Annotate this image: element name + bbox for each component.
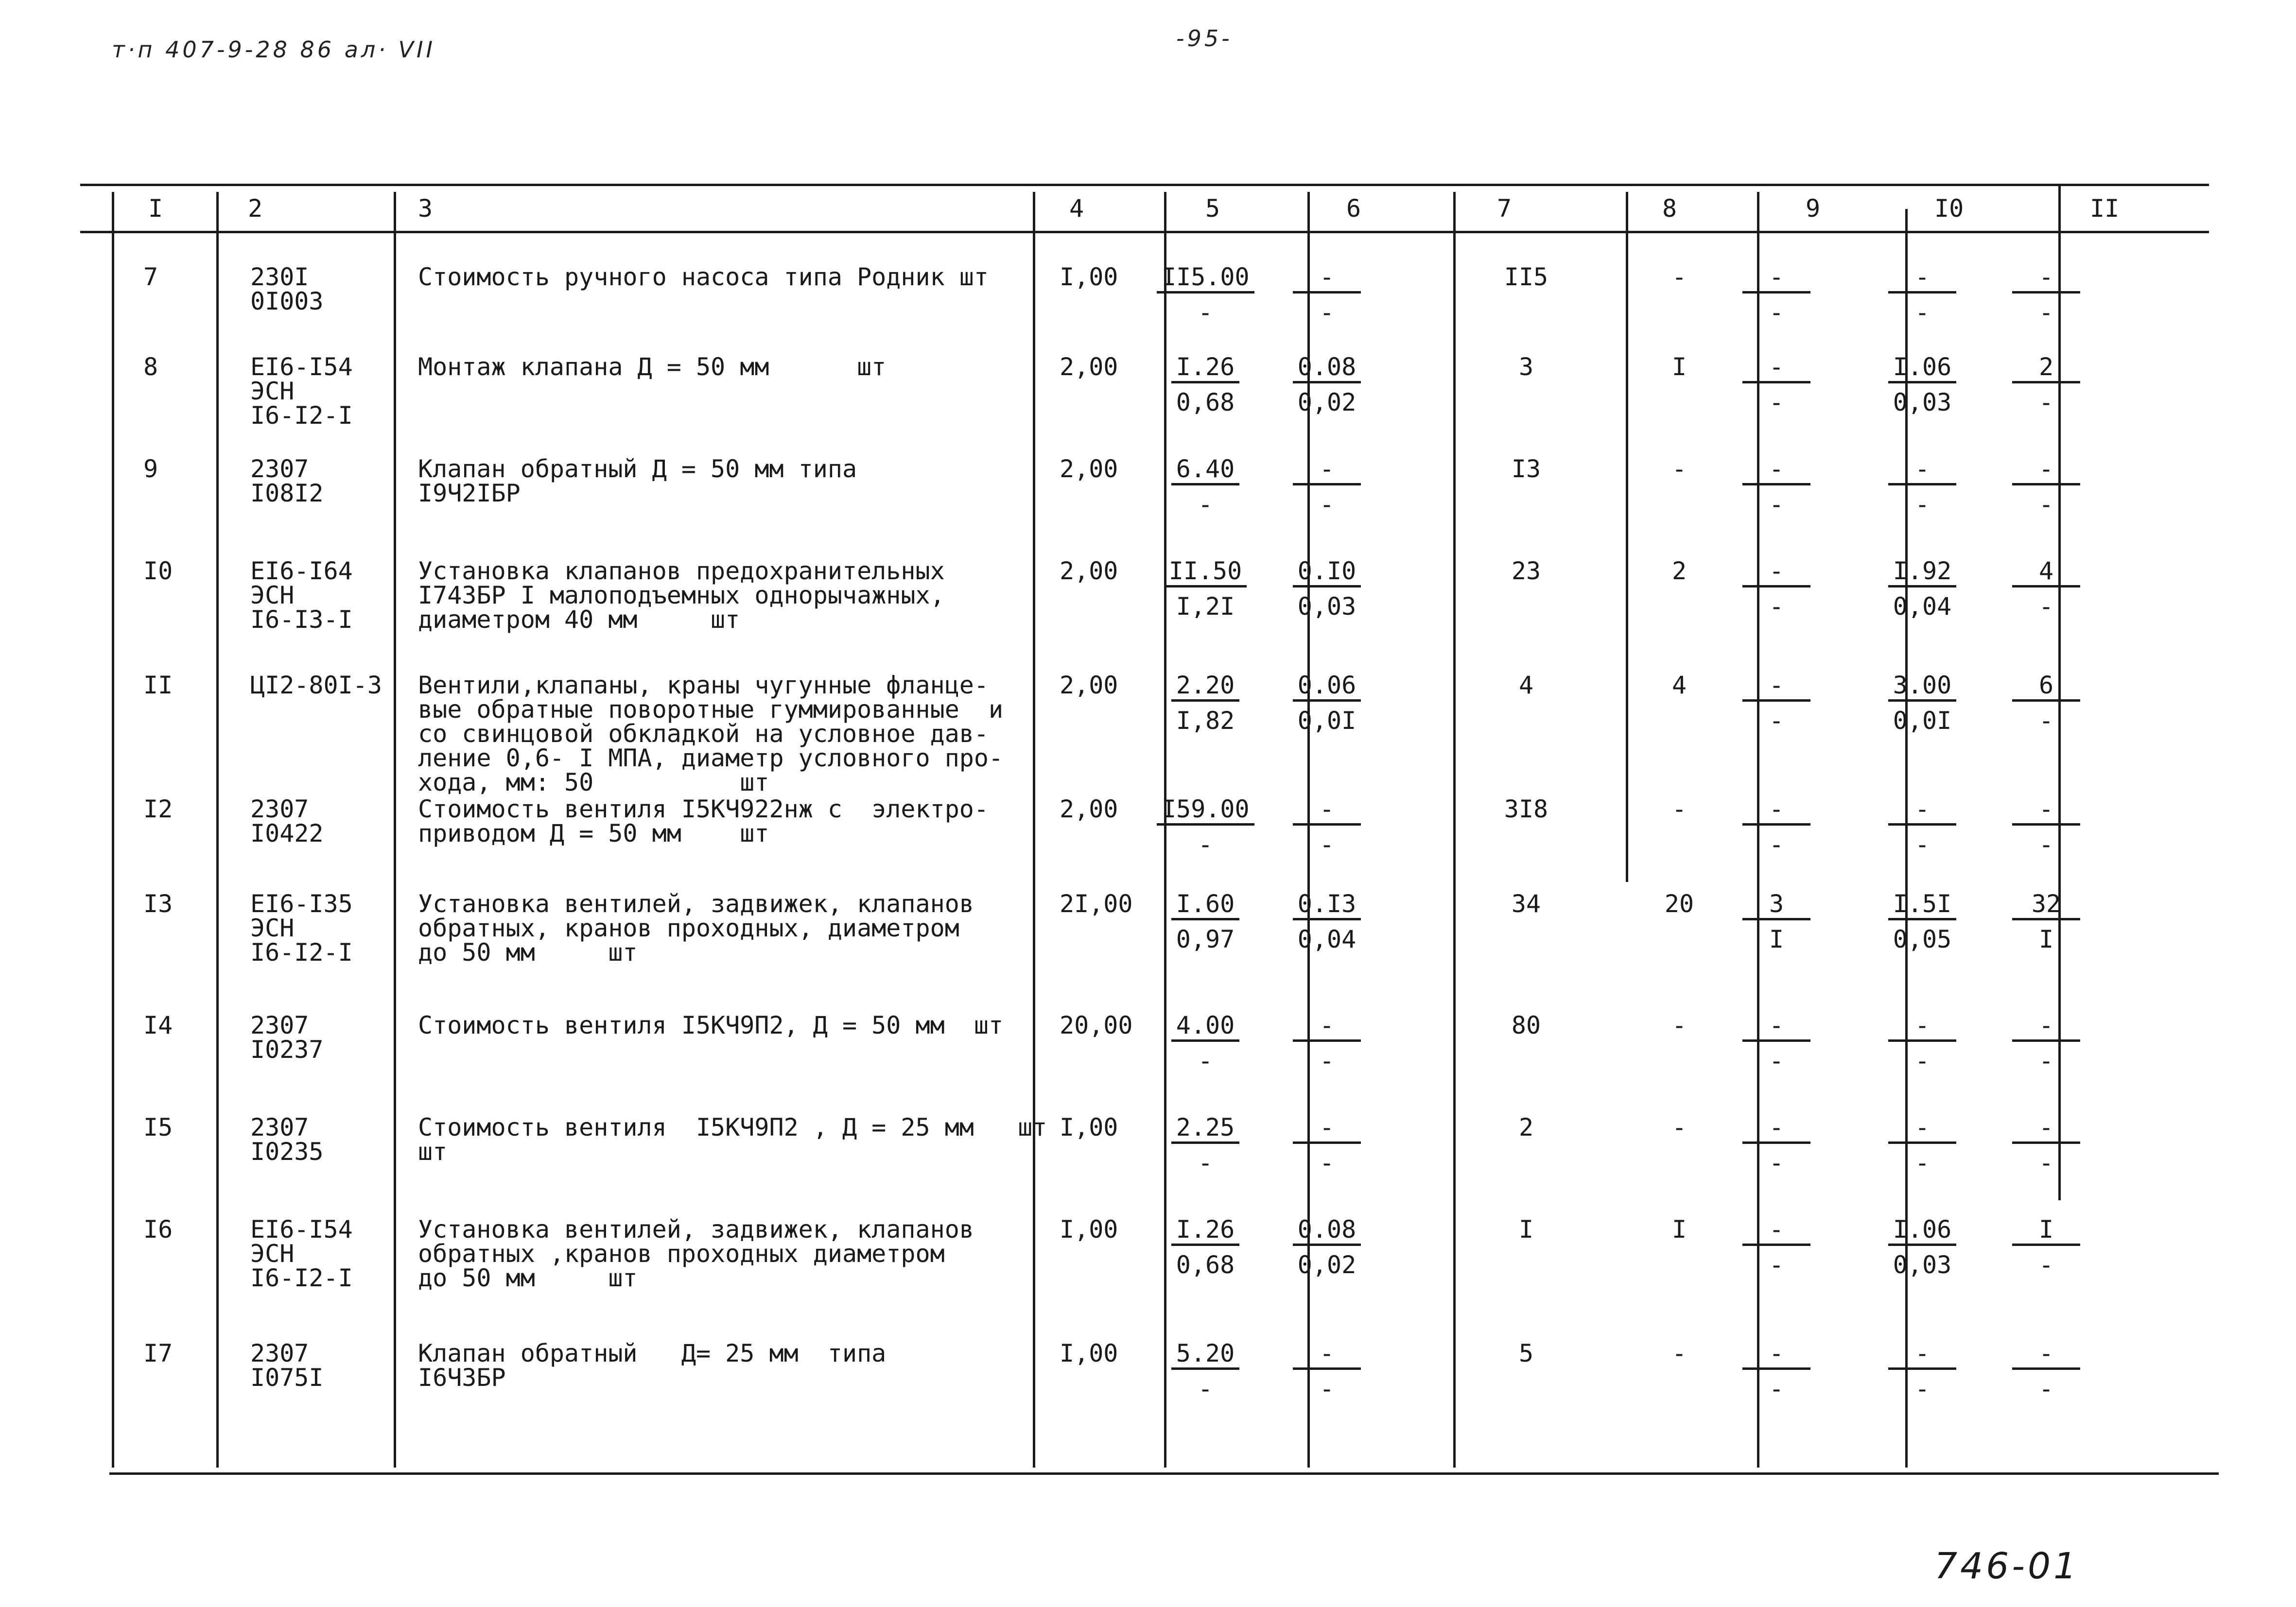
wages-total: 2 bbox=[1671, 557, 1687, 585]
fraction-c10 bbox=[1874, 265, 1971, 325]
fraction-c11 bbox=[1998, 797, 2095, 857]
fraction-numerator: - bbox=[2012, 1013, 2080, 1042]
wages-total: I bbox=[1671, 353, 1687, 381]
row-number: I7 bbox=[143, 1339, 173, 1367]
quantity: 2,00 bbox=[1060, 455, 1118, 483]
fraction-numerator: I.26 bbox=[1171, 355, 1239, 383]
fraction-numerator: I.06 bbox=[1888, 1217, 1956, 1246]
fraction-numerator: I.60 bbox=[1171, 892, 1239, 920]
cost-total: 3I8 bbox=[1504, 795, 1548, 823]
fraction-numerator: 2.20 bbox=[1171, 673, 1239, 702]
fraction-c5 bbox=[1157, 1341, 1254, 1401]
fraction-numerator: - bbox=[1293, 797, 1361, 826]
fraction-c10 bbox=[1874, 892, 1971, 951]
fraction-c5 bbox=[1157, 1013, 1254, 1073]
fraction-c5 bbox=[1157, 1115, 1254, 1175]
fraction-denominator: - bbox=[2038, 1047, 2054, 1075]
fraction-denominator: - bbox=[1769, 707, 1784, 735]
fraction-numerator: II5.00 bbox=[1157, 265, 1254, 294]
fraction-numerator: 0.08 bbox=[1293, 1217, 1361, 1246]
fraction-denominator: - bbox=[2038, 830, 2054, 859]
fraction-c5 bbox=[1157, 355, 1254, 415]
fraction-numerator: - bbox=[1293, 265, 1361, 294]
fraction-denominator: 0,02 bbox=[1297, 388, 1357, 416]
fraction-denominator: - bbox=[1198, 490, 1213, 518]
price-code: 2307 I0235 bbox=[250, 1113, 324, 1166]
column-header: 6 bbox=[1346, 194, 1361, 223]
item-description: Стоимость вентиля I5КЧ922нж с электро- приводом Д = 50 мм шт bbox=[418, 795, 989, 847]
item-description: Установка вентилей, задвижек, клапанов обратных ,кранов проходных диаметром до 50 мм шт bbox=[418, 1215, 974, 1292]
row-number: I2 bbox=[143, 795, 173, 823]
fraction-c10 bbox=[1874, 1013, 1971, 1073]
quantity: 20,00 bbox=[1060, 1011, 1133, 1039]
item-description: Клапан обратный Д= 25 мм типа I6Ч3БР bbox=[418, 1339, 887, 1392]
fraction-denominator: I bbox=[2038, 925, 2054, 953]
row-number: I0 bbox=[143, 557, 173, 585]
fraction-denominator: - bbox=[1319, 830, 1335, 859]
fraction-numerator: - bbox=[1293, 1115, 1361, 1144]
fraction-numerator: I.26 bbox=[1171, 1217, 1239, 1246]
fraction-c10 bbox=[1874, 1217, 1971, 1277]
fraction-c9 bbox=[1728, 559, 1825, 619]
fraction-numerator: - bbox=[1742, 457, 1810, 485]
fraction-c6 bbox=[1278, 892, 1375, 951]
fraction-numerator: - bbox=[1888, 1341, 1956, 1370]
fraction-denominator: - bbox=[2038, 1251, 2054, 1279]
price-code: 2307 I0422 bbox=[250, 795, 324, 847]
cost-total: 2 bbox=[1518, 1113, 1534, 1141]
fraction-c11 bbox=[1998, 1013, 2095, 1073]
cost-total: 80 bbox=[1511, 1011, 1541, 1039]
column-divider bbox=[1033, 192, 1035, 1468]
fraction-numerator: 6 bbox=[2012, 673, 2080, 702]
fraction-denominator: 0,04 bbox=[1297, 925, 1357, 953]
row-number: II bbox=[143, 671, 173, 699]
fraction-denominator: - bbox=[1319, 1149, 1335, 1177]
fraction-c9 bbox=[1728, 1217, 1825, 1277]
column-header: 7 bbox=[1497, 194, 1512, 223]
fraction-c6 bbox=[1278, 1217, 1375, 1277]
fraction-numerator: - bbox=[1742, 797, 1810, 826]
row-number: I5 bbox=[143, 1113, 173, 1141]
fraction-denominator: - bbox=[1769, 490, 1784, 518]
fraction-denominator: 0,05 bbox=[1893, 925, 1952, 953]
fraction-c11 bbox=[1998, 892, 2095, 951]
column-divider bbox=[394, 192, 396, 1468]
fraction-c11 bbox=[1998, 457, 2095, 517]
row-number: I3 bbox=[143, 890, 173, 918]
fraction-c6 bbox=[1278, 355, 1375, 415]
fraction-denominator: - bbox=[1769, 830, 1784, 859]
fraction-numerator: 5.20 bbox=[1171, 1341, 1239, 1370]
fraction-c10 bbox=[1874, 1115, 1971, 1175]
fraction-denominator: - bbox=[2038, 707, 2054, 735]
fraction-numerator: - bbox=[1888, 1115, 1956, 1144]
fraction-denominator: 0,0I bbox=[1297, 707, 1357, 735]
fraction-denominator: - bbox=[1198, 1375, 1213, 1403]
column-header: 8 bbox=[1662, 194, 1677, 223]
fraction-denominator: - bbox=[2038, 592, 2054, 621]
fraction-denominator: - bbox=[2038, 298, 2054, 327]
row-number: I6 bbox=[143, 1215, 173, 1244]
fraction-numerator: - bbox=[2012, 1341, 2080, 1370]
fraction-numerator: - bbox=[1742, 265, 1810, 294]
table-top-rule bbox=[80, 184, 2209, 186]
fraction-c10 bbox=[1874, 457, 1971, 517]
fraction-c5 bbox=[1157, 1217, 1254, 1277]
fraction-c6 bbox=[1278, 559, 1375, 619]
row-number: 8 bbox=[143, 353, 158, 381]
column-divider bbox=[1626, 192, 1628, 882]
fraction-c9 bbox=[1728, 1341, 1825, 1401]
fraction-numerator: - bbox=[2012, 457, 2080, 485]
fraction-numerator: 2.25 bbox=[1171, 1115, 1239, 1144]
cost-total: 4 bbox=[1518, 671, 1534, 699]
cost-total: I3 bbox=[1511, 455, 1541, 483]
item-description: Стоимость вентиля I5КЧ9П2 , Д = 25 мм шт шт bbox=[418, 1113, 1047, 1166]
fraction-c6 bbox=[1278, 1341, 1375, 1401]
fraction-denominator: - bbox=[1769, 1375, 1784, 1403]
fraction-numerator: - bbox=[1888, 265, 1956, 294]
column-header: 2 bbox=[248, 194, 263, 223]
fraction-denominator: - bbox=[2038, 1375, 2054, 1403]
fraction-c5 bbox=[1157, 559, 1254, 619]
fraction-numerator: 4.00 bbox=[1171, 1013, 1239, 1042]
fraction-denominator: 0,68 bbox=[1176, 388, 1235, 416]
fraction-denominator: - bbox=[1769, 592, 1784, 621]
document-reference: т·п 407-9-28 86 ал· VII bbox=[112, 36, 436, 63]
fraction-numerator: 3 bbox=[1742, 892, 1810, 920]
fraction-denominator: - bbox=[1319, 298, 1335, 327]
fraction-denominator: - bbox=[1769, 1251, 1784, 1279]
fraction-numerator: 0.08 bbox=[1293, 355, 1361, 383]
fraction-denominator: - bbox=[1198, 1047, 1213, 1075]
fraction-numerator: 2 bbox=[2012, 355, 2080, 383]
fraction-denominator: - bbox=[1914, 1047, 1930, 1075]
fraction-c5 bbox=[1157, 457, 1254, 517]
fraction-c11 bbox=[1998, 673, 2095, 733]
fraction-c5 bbox=[1157, 673, 1254, 733]
page-number: -95- bbox=[1176, 25, 1233, 52]
header-bottom-rule bbox=[80, 231, 2209, 233]
quantity: 2I,00 bbox=[1060, 890, 1133, 918]
price-code: ЦI2-80I-3 bbox=[250, 671, 382, 699]
quantity: 2,00 bbox=[1060, 557, 1118, 585]
wages-total: 4 bbox=[1671, 671, 1687, 699]
column-header: II bbox=[2090, 194, 2120, 223]
fraction-c9 bbox=[1728, 1013, 1825, 1073]
fraction-numerator: I.5I bbox=[1888, 892, 1956, 920]
fraction-numerator: - bbox=[1293, 1341, 1361, 1370]
fraction-numerator: - bbox=[1293, 1013, 1361, 1042]
handwritten-sheet-number: 746-01 bbox=[1934, 1545, 2080, 1587]
cost-total: I bbox=[1518, 1215, 1534, 1244]
wages-total: - bbox=[1671, 263, 1687, 291]
fraction-numerator: 0.I3 bbox=[1293, 892, 1361, 920]
item-description: Стоимость вентиля I5КЧ9П2, Д = 50 мм шт bbox=[418, 1011, 1004, 1039]
item-description: Стоимость ручного насоса типа Родник шт bbox=[418, 263, 989, 291]
fraction-numerator: - bbox=[1742, 673, 1810, 702]
fraction-numerator: 0.06 bbox=[1293, 673, 1361, 702]
column-divider bbox=[112, 192, 114, 1468]
fraction-denominator: - bbox=[1769, 1149, 1784, 1177]
fraction-c11 bbox=[1998, 265, 2095, 325]
fraction-c9 bbox=[1728, 892, 1825, 951]
fraction-c11 bbox=[1998, 559, 2095, 619]
fraction-numerator: - bbox=[1742, 1217, 1810, 1246]
fraction-c5 bbox=[1157, 265, 1254, 325]
fraction-denominator: - bbox=[1319, 1375, 1335, 1403]
price-code: ЕI6-I35 ЭСН I6-I2-I bbox=[250, 890, 353, 967]
fraction-denominator: 0,97 bbox=[1176, 925, 1235, 953]
fraction-c9 bbox=[1728, 797, 1825, 857]
fraction-c11 bbox=[1998, 1341, 2095, 1401]
fraction-numerator: - bbox=[1888, 797, 1956, 826]
fraction-numerator: I59.00 bbox=[1157, 797, 1254, 826]
item-description: Клапан обратный Д = 50 мм типа I9Ч2IБР bbox=[418, 455, 857, 507]
fraction-c11 bbox=[1998, 355, 2095, 415]
fraction-numerator: - bbox=[1742, 1013, 1810, 1042]
fraction-c9 bbox=[1728, 1115, 1825, 1175]
fraction-denominator: I bbox=[1769, 925, 1784, 953]
fraction-denominator: 0,03 bbox=[1297, 592, 1357, 621]
fraction-denominator: - bbox=[1769, 388, 1784, 416]
fraction-numerator: - bbox=[2012, 797, 2080, 826]
price-code: ЕI6-I54 ЭСН I6-I2-I bbox=[250, 353, 353, 430]
fraction-c9 bbox=[1728, 457, 1825, 517]
price-code: 2307 I075I bbox=[250, 1339, 324, 1392]
column-header: I bbox=[148, 194, 163, 223]
fraction-c6 bbox=[1278, 1115, 1375, 1175]
fraction-denominator: - bbox=[1769, 1047, 1784, 1075]
price-code: ЕI6-I54 ЭСН I6-I2-I bbox=[250, 1215, 353, 1292]
fraction-denominator: - bbox=[1198, 298, 1213, 327]
fraction-denominator: - bbox=[2038, 1149, 2054, 1177]
fraction-numerator: - bbox=[2012, 265, 2080, 294]
fraction-numerator: 3.00 bbox=[1888, 673, 1956, 702]
fraction-numerator: 4 bbox=[2012, 559, 2080, 588]
item-description: Монтаж клапана Д = 50 мм шт bbox=[418, 353, 887, 381]
quantity: 2,00 bbox=[1060, 671, 1118, 699]
row-number: 7 bbox=[143, 263, 158, 291]
fraction-c6 bbox=[1278, 673, 1375, 733]
fraction-numerator: - bbox=[1742, 1115, 1810, 1144]
fraction-numerator: - bbox=[1742, 355, 1810, 383]
fraction-denominator: I,2I bbox=[1176, 592, 1235, 621]
quantity: 2,00 bbox=[1060, 795, 1118, 823]
fraction-denominator: 0,04 bbox=[1893, 592, 1952, 621]
fraction-denominator: I,82 bbox=[1176, 707, 1235, 735]
fraction-denominator: - bbox=[1914, 298, 1930, 327]
fraction-c11 bbox=[1998, 1115, 2095, 1175]
fraction-c10 bbox=[1874, 1341, 1971, 1401]
fraction-denominator: 0,03 bbox=[1893, 388, 1952, 416]
fraction-denominator: 0,0I bbox=[1893, 707, 1952, 735]
fraction-denominator: - bbox=[1914, 1149, 1930, 1177]
fraction-numerator: II.50 bbox=[1164, 559, 1247, 588]
item-description: Вентили,клапаны, краны чугунные фланце- вые обратные поворотные гуммированные и со свинцовой обкладкой на условное дав- ление 0,6- I МПА, диаметр условного про- хода, мм: 50 шт bbox=[418, 671, 1004, 796]
column-header: 4 bbox=[1069, 194, 1084, 223]
fraction-denominator: 0,68 bbox=[1176, 1251, 1235, 1279]
fraction-denominator: - bbox=[1914, 830, 1930, 859]
item-description: Установка вентилей, задвижек, клапанов обратных, кранов проходных, диаметром до 50 мм шт bbox=[418, 890, 974, 967]
fraction-c6 bbox=[1278, 265, 1375, 325]
fraction-numerator: I.92 bbox=[1888, 559, 1956, 588]
price-code: ЕI6-I64 ЭСН I6-I3-I bbox=[250, 557, 353, 634]
fraction-numerator: - bbox=[1293, 457, 1361, 485]
fraction-denominator: - bbox=[1914, 490, 1930, 518]
cost-total: 34 bbox=[1511, 890, 1541, 918]
fraction-c6 bbox=[1278, 457, 1375, 517]
wages-total: I bbox=[1671, 1215, 1687, 1244]
fraction-numerator: - bbox=[1742, 559, 1810, 588]
fraction-denominator: - bbox=[1198, 830, 1213, 859]
fraction-numerator: I bbox=[2012, 1217, 2080, 1246]
quantity: I,00 bbox=[1060, 263, 1118, 291]
column-header: 9 bbox=[1806, 194, 1821, 223]
fraction-denominator: - bbox=[1769, 298, 1784, 327]
fraction-c10 bbox=[1874, 797, 1971, 857]
fraction-denominator: - bbox=[2038, 490, 2054, 518]
fraction-c10 bbox=[1874, 355, 1971, 415]
quantity: I,00 bbox=[1060, 1113, 1118, 1141]
wages-total: - bbox=[1671, 1339, 1687, 1367]
quantity: I,00 bbox=[1060, 1339, 1118, 1367]
item-description: Установка клапанов предохранительных I743БР I малоподъемных однорычажных, диаметром 40 мм шт bbox=[418, 557, 945, 634]
column-divider bbox=[216, 192, 219, 1468]
fraction-numerator: - bbox=[1742, 1341, 1810, 1370]
fraction-c9 bbox=[1728, 673, 1825, 733]
fraction-c6 bbox=[1278, 797, 1375, 857]
fraction-c10 bbox=[1874, 673, 1971, 733]
cost-total: 23 bbox=[1511, 557, 1541, 585]
wages-total: 20 bbox=[1664, 890, 1694, 918]
fraction-denominator: 0,03 bbox=[1893, 1251, 1952, 1279]
fraction-c9 bbox=[1728, 265, 1825, 325]
column-header: 3 bbox=[418, 194, 433, 223]
price-code: 2307 I0237 bbox=[250, 1011, 324, 1064]
fraction-c5 bbox=[1157, 892, 1254, 951]
fraction-numerator: 0.I0 bbox=[1293, 559, 1361, 588]
quantity: I,00 bbox=[1060, 1215, 1118, 1244]
fraction-denominator: - bbox=[1319, 490, 1335, 518]
fraction-numerator: - bbox=[2012, 1115, 2080, 1144]
column-divider bbox=[1453, 192, 1456, 1468]
fraction-numerator: - bbox=[1888, 457, 1956, 485]
cost-total: II5 bbox=[1504, 263, 1548, 291]
fraction-denominator: 0,02 bbox=[1297, 1251, 1357, 1279]
cost-total: 5 bbox=[1518, 1339, 1534, 1367]
fraction-c5 bbox=[1157, 797, 1254, 857]
fraction-numerator: I.06 bbox=[1888, 355, 1956, 383]
fraction-c9 bbox=[1728, 355, 1825, 415]
wages-total: - bbox=[1671, 795, 1687, 823]
wages-total: - bbox=[1671, 455, 1687, 483]
cost-total: 3 bbox=[1518, 353, 1534, 381]
fraction-denominator: - bbox=[1198, 1149, 1213, 1177]
fraction-denominator: - bbox=[1914, 1375, 1930, 1403]
column-header: I0 bbox=[1934, 194, 1964, 223]
quantity: 2,00 bbox=[1060, 353, 1118, 381]
fraction-denominator: - bbox=[1319, 1047, 1335, 1075]
table-bottom-rule bbox=[109, 1472, 2219, 1475]
row-number: 9 bbox=[143, 455, 158, 483]
fraction-denominator: - bbox=[2038, 388, 2054, 416]
wages-total: - bbox=[1671, 1113, 1687, 1141]
fraction-c10 bbox=[1874, 559, 1971, 619]
price-code: 230I 0I003 bbox=[250, 263, 324, 315]
row-number: I4 bbox=[143, 1011, 173, 1039]
fraction-numerator: 6.40 bbox=[1171, 457, 1239, 485]
column-header: 5 bbox=[1205, 194, 1220, 223]
price-code: 2307 I08I2 bbox=[250, 455, 324, 507]
fraction-numerator: - bbox=[1888, 1013, 1956, 1042]
wages-total: - bbox=[1671, 1011, 1687, 1039]
fraction-c11 bbox=[1998, 1217, 2095, 1277]
fraction-c6 bbox=[1278, 1013, 1375, 1073]
fraction-numerator: 32 bbox=[2012, 892, 2080, 920]
